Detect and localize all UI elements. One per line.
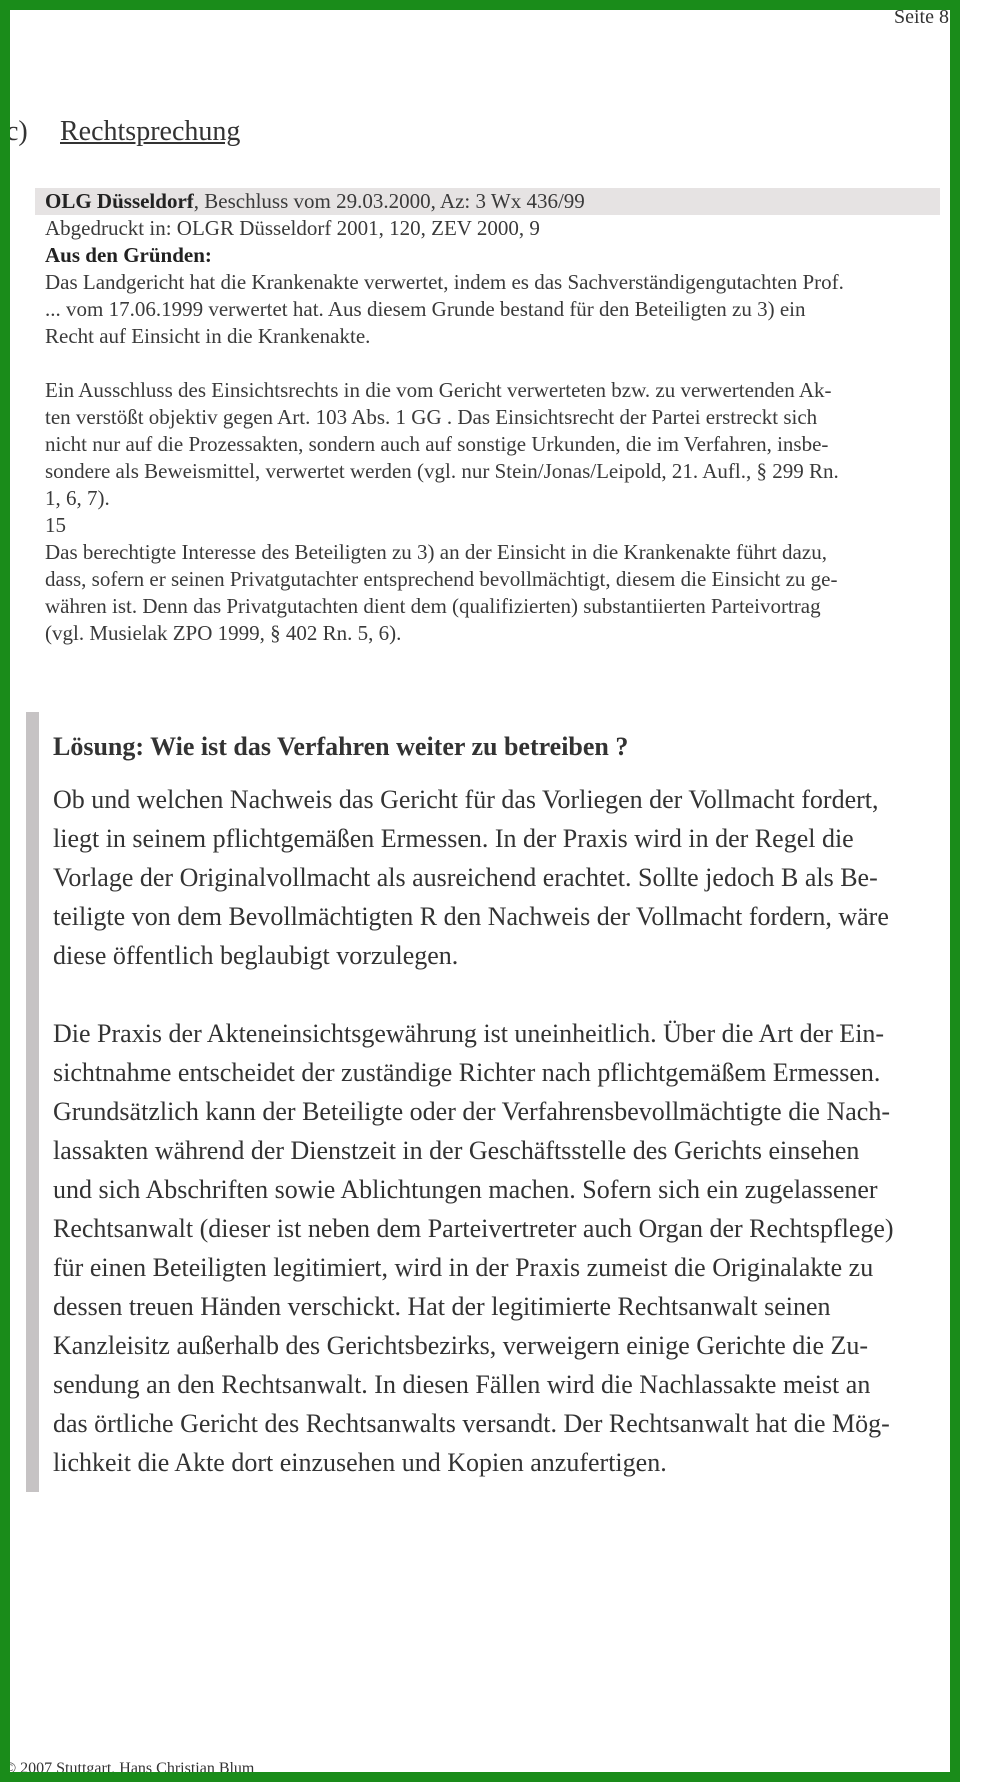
case-paragraph-3 (35, 539, 940, 647)
solution-heading: Lösung: Wie ist das Verfahren weiter zu betreiben ? (53, 732, 629, 761)
text-line: und sich Abschriften sowie Ablichtungen machen. Sofern sich ein zugelassener (53, 1175, 878, 1204)
section-title: Rechtsprechung (60, 116, 241, 147)
text-line: Ob und welchen Nachweis das Gericht für das Vorliegen der Vollmacht fordert, (53, 785, 879, 814)
case-citation (35, 188, 940, 215)
text-line: Grundsätzlich kann der Beteiligte oder der Verfahrensbevollmächtigte die Nach- (53, 1097, 890, 1126)
case-excerpt (35, 188, 940, 647)
reasons-label: Aus den Gründen: (45, 243, 212, 267)
solution-box (26, 712, 966, 1492)
text-line: nicht nur auf die Prozessakten, sondern auch auf sonstige Urkunden, die im Verfahren, insbe- (45, 432, 829, 456)
text-line: Das berechtigte Interesse des Beteiligten zu 3) an der Einsicht in die Krankenakte führt dazu, (45, 540, 827, 564)
decision-info: , Beschluss vom 29.03.2000, Az: 3 Wx 436/99 (193, 189, 585, 213)
text-line: Das Landgericht hat die Krankenakte verwertet, indem es das Sachverständigengutachten Prof. (45, 270, 844, 294)
text-line: dass, sofern er seinen Privatgutachter entsprechend bevollmächtigt, diesem die Einsicht zu ge- (45, 567, 838, 591)
text-line: 1, 6, 7). (45, 486, 110, 510)
text-line: Vorlage der Originalvollmacht als ausreichend erachtet. Sollte jedoch B als Be- (53, 863, 878, 892)
page-number: Seite 8 (894, 6, 949, 28)
court-name: OLG Düsseldorf (45, 189, 194, 213)
text-line: diese öffentlich beglaubigt vorzulegen. (53, 941, 459, 970)
text-line: dessen treuen Händen verschickt. Hat der legitimierte Rechtsanwalt seinen (53, 1292, 831, 1321)
document-page (4, 6, 950, 1777)
text-line: währen ist. Denn das Privatgutachten dient dem (qualifizierten) substantiierten Parteivortrag (45, 594, 821, 618)
margin-number: 15 (45, 513, 66, 537)
text-line: Kanzleisitz außerhalb des Gerichtsbezirks, verweigern einige Gerichte die Zu- (53, 1331, 869, 1360)
section-heading (6, 116, 240, 148)
solution-side-bar (26, 712, 39, 1492)
text-line: ten verstößt objektiv gegen Art. 103 Abs. 1 GG . Das Einsichtsrecht der Partei erstreckt sich (45, 405, 818, 429)
text-line: lassakten während der Dienstzeit in der Geschäftsstelle des Gerichts einsehen (53, 1136, 860, 1165)
text-line: sichtnahme entscheidet der zuständige Richter nach pflichtgemäßem Ermessen. (53, 1058, 881, 1087)
text-line: für einen Beteiligten legitimiert, wird in der Praxis zumeist die Originalakte zu (53, 1253, 874, 1282)
text-line: Ein Ausschluss des Einsichtsrechts in die vom Gericht verwerteten bzw. zu verwertenden Ak- (45, 378, 832, 402)
solution-text (53, 780, 983, 1482)
text-line: Rechtsanwalt (dieser ist neben dem Parteivertreter auch Organ der Rechtspflege) (53, 1214, 894, 1243)
text-line: Die Praxis der Akteneinsichtsgewährung ist uneinheitlich. Über die Art der Ein- (53, 1019, 885, 1048)
text-line: lichkeit die Akte dort einzusehen und Kopien anzufertigen. (53, 1448, 667, 1477)
case-paragraph-2 (35, 377, 940, 512)
published-in: Abgedruckt in: OLGR Düsseldorf 2001, 120, ZEV 2000, 9 (45, 216, 540, 240)
text-line: sondere als Beweismittel, verwertet werden (vgl. nur Stein/Jonas/Leipold, 21. Aufl., § 299 Rn. (45, 459, 839, 483)
text-line: ... vom 17.06.1999 verwertet hat. Aus diesem Grunde bestand für den Beteiligten zu 3) ein (45, 297, 806, 321)
text-line: sendung an den Rechtsanwalt. In diesen Fällen wird die Nachlassakte meist an (53, 1370, 871, 1399)
text-line: Recht auf Einsicht in die Krankenakte. (45, 324, 371, 348)
text-line: (vgl. Musielak ZPO 1999, § 402 Rn. 5, 6). (45, 621, 402, 645)
section-marker: c) (6, 116, 28, 147)
case-paragraph-1 (35, 269, 940, 350)
text-line: liegt in seinem pflichtgemäßen Ermessen. In der Praxis wird in der Regel die (53, 824, 854, 853)
footer-copyright: © 2007 Stuttgart, Hans Christian Blum (4, 1760, 255, 1777)
text-line: teiligte von dem Bevollmächtigten R den Nachweis der Vollmacht fordern, wäre (53, 902, 889, 931)
text-line: das örtliche Gericht des Rechtsanwalts versandt. Der Rechtsanwalt hat die Mög- (53, 1409, 890, 1438)
